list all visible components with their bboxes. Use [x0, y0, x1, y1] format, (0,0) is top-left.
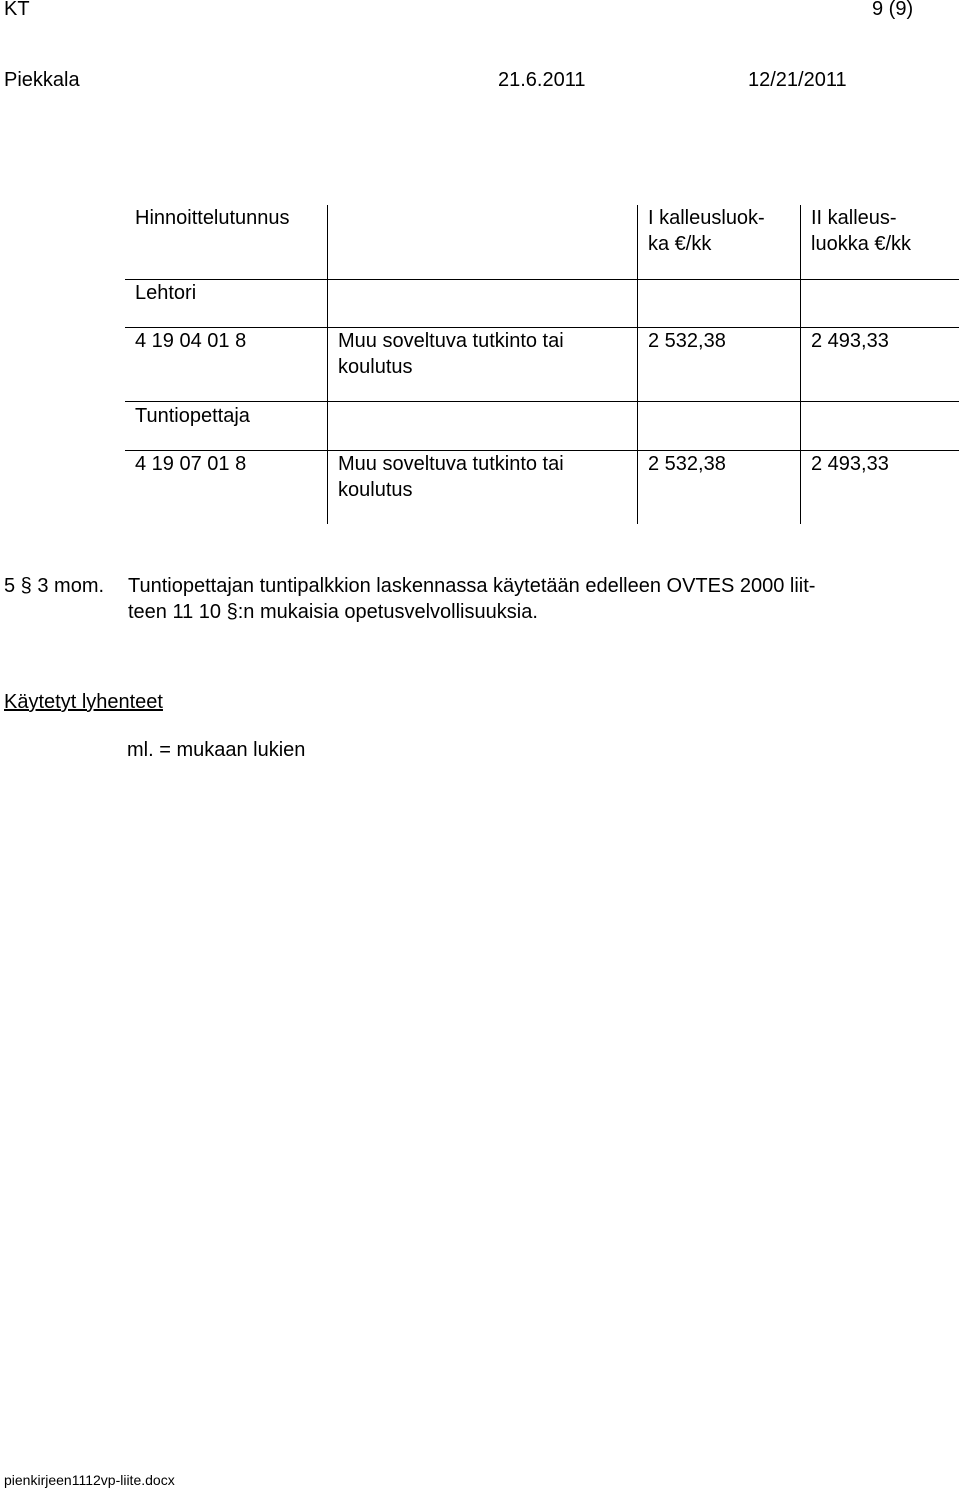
table-hline-3: [125, 401, 959, 402]
header-class1-line2: ka €/kk: [648, 233, 712, 255]
row-code: 4 19 07 01 8: [135, 453, 247, 475]
row-description-line1: Muu soveltuva tutkinto tai: [338, 330, 564, 352]
date-primary: 21.6.2011: [498, 69, 586, 91]
section-paragraph: [4, 573, 944, 625]
table-vline-class2: [800, 205, 801, 524]
abbreviations-title: Käytetyt lyhenteet: [4, 691, 163, 713]
group-title-lehtori: Lehtori: [135, 282, 197, 304]
page-number: 9 (9): [872, 0, 914, 20]
row-value-class2: 2 493,33: [811, 330, 889, 352]
row-description-line1: Muu soveltuva tutkinto tai: [338, 453, 564, 475]
header-left-label: KT: [4, 0, 30, 20]
author: Piekkala: [4, 69, 80, 91]
header-class2-line2: luokka €/kk: [811, 233, 912, 255]
footer-filename: pienkirjeen1112vp-liite.docx: [4, 1472, 175, 1488]
table-vline-code: [327, 205, 328, 524]
row-description-line2: koulutus: [338, 479, 413, 501]
header-class1-line1: I kalleusluok-: [648, 207, 765, 229]
abbreviation-item: ml. = mukaan lukien: [127, 739, 306, 761]
group-title-tuntiopettaja: Tuntiopettaja: [135, 405, 250, 427]
header-class2-line1: II kalleus-: [811, 207, 897, 229]
row-value-class1: 2 532,38: [648, 330, 726, 352]
row-value-class1: 2 532,38: [648, 453, 726, 475]
row-description-line2: koulutus: [338, 356, 413, 378]
paragraph-line1: Tuntiopettajan tuntipalkkion laskennassa käytetään edelleen OVTES 2000 liit-: [128, 575, 816, 597]
paragraph-line2: teen 11 10 §:n mukaisia opetusvelvollisuuksia.: [128, 601, 538, 623]
table-hline-1: [125, 279, 959, 280]
table-vline-class1: [637, 205, 638, 524]
row-code: 4 19 04 01 8: [135, 330, 247, 352]
row-value-class2: 2 493,33: [811, 453, 889, 475]
section-number: 5 § 3 mom.: [4, 575, 105, 597]
header-code: Hinnoittelutunnus: [135, 207, 290, 229]
date-secondary: 12/21/2011: [748, 69, 847, 91]
